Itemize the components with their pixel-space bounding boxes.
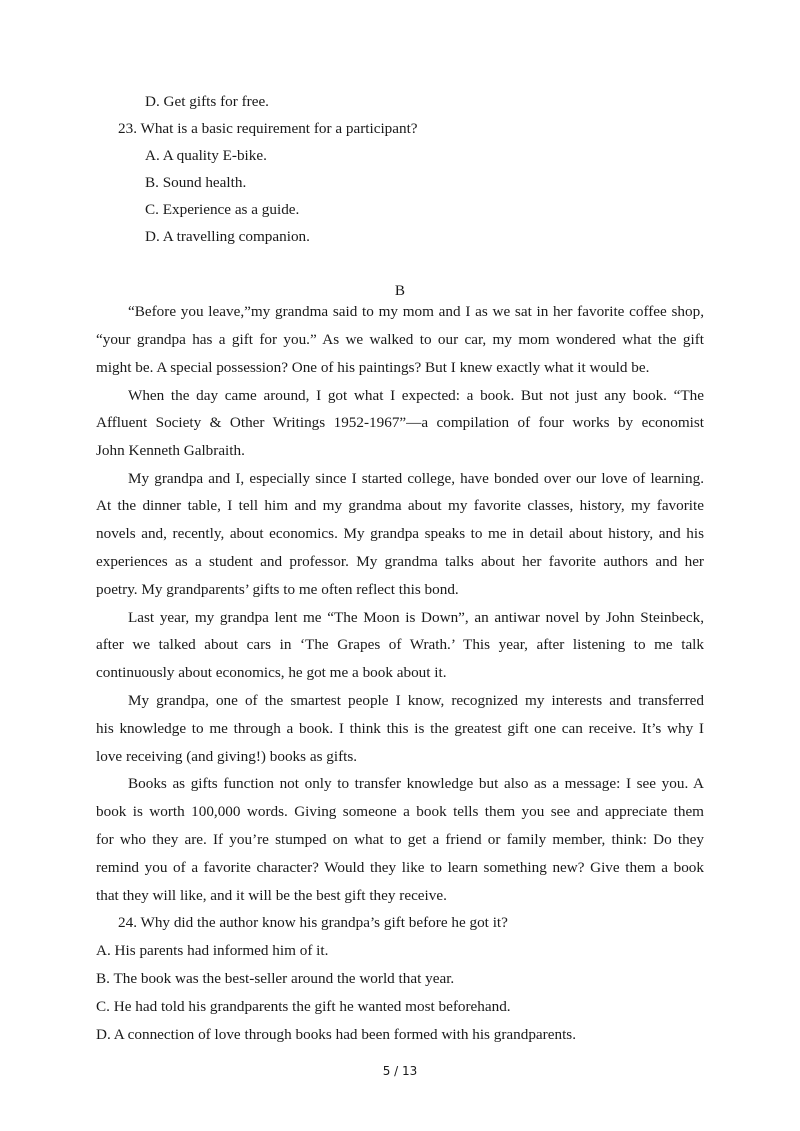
passage-line: remind you of a favorite character? Would they like to learn something new? Give them a book [96, 859, 704, 876]
passage-line: might be. A special possession? One of his paintings? But I knew exactly what it would be. [96, 359, 650, 376]
section-heading: B [394, 282, 406, 299]
passage-line: My grandpa, one of the smartest people I know, recognized my interests and transferred [128, 692, 704, 709]
passage-line: Books as gifts function not only to transfer knowledge but also as a message: I see you. A [128, 775, 704, 792]
passage-line: novels and, recently, about economics. My grandpa speaks to me in detail about history, and his [96, 525, 704, 542]
passage-line: love receiving (and giving!) books as gifts. [96, 748, 358, 765]
passage-line: Affluent Society & Other Writings 1952-1967”—a compilation of four works by economist [96, 414, 704, 431]
passage-line: poetry. My grandparents’ gifts to me often reflect this bond. [96, 581, 459, 598]
page-number: 5 / 13 [382, 1064, 418, 1078]
passage-line: At the dinner table, I tell him and my grandma about my favorite classes, history, my favorite [96, 497, 704, 514]
passage-line: “your grandpa has a gift for you.” As we walked to our car, my mom wondered what the gift [96, 331, 704, 348]
passage-line: continuously about economics, he got me a book about it. [96, 664, 447, 681]
q23-option-a: A. A quality E-bike. [145, 147, 267, 164]
passage-line: book is worth 100,000 words. Giving someone a book tells them you see and appreciate them [96, 803, 704, 820]
q24-question: 24. Why did the author know his grandpa’s gift before he got it? [118, 914, 508, 931]
passage-line: after we talked about cars in ‘The Grapes of Wrath.’ This year, after listening to me talk [96, 636, 704, 653]
passage-line: John Kenneth Galbraith. [96, 442, 245, 459]
passage-line: experiences as a student and professor. My grandma talks about her favorite authors and her [96, 553, 704, 570]
q22-option-d: D. Get gifts for free. [145, 93, 269, 110]
q24-option-a: A. His parents had informed him of it. [96, 942, 329, 959]
q23-option-d: D. A travelling companion. [145, 228, 310, 245]
passage-line: Last year, my grandpa lent me “The Moon is Down”, an antiwar novel by John Steinbeck, [128, 609, 704, 626]
passage-line: his knowledge to me through a book. I think this is the greatest gift one can receive. It’s why I [96, 720, 704, 737]
q24-option-c: C. He had told his grandparents the gift he wanted most beforehand. [96, 998, 511, 1015]
q24-option-b: B. The book was the best-seller around the world that year. [96, 970, 455, 987]
q23-option-c: C. Experience as a guide. [145, 201, 300, 218]
passage-line: for who they are. If you’re stumped on what to get a friend or family member, think: Do they [96, 831, 704, 848]
q24-option-d: D. A connection of love through books had been formed with his grandparents. [96, 1026, 576, 1043]
passage-line: that they will like, and it will be the best gift they receive. [96, 887, 447, 904]
passage-line: “Before you leave,”my grandma said to my mom and I as we sat in her favorite coffee shop, [128, 303, 704, 320]
passage-line: My grandpa and I, especially since I started college, have bonded over our love of learning. [128, 470, 704, 487]
passage-line: When the day came around, I got what I expected: a book. But not just any book. “The [128, 387, 704, 404]
q23-question: 23. What is a basic requirement for a participant? [118, 120, 418, 137]
q23-option-b: B. Sound health. [145, 174, 247, 191]
